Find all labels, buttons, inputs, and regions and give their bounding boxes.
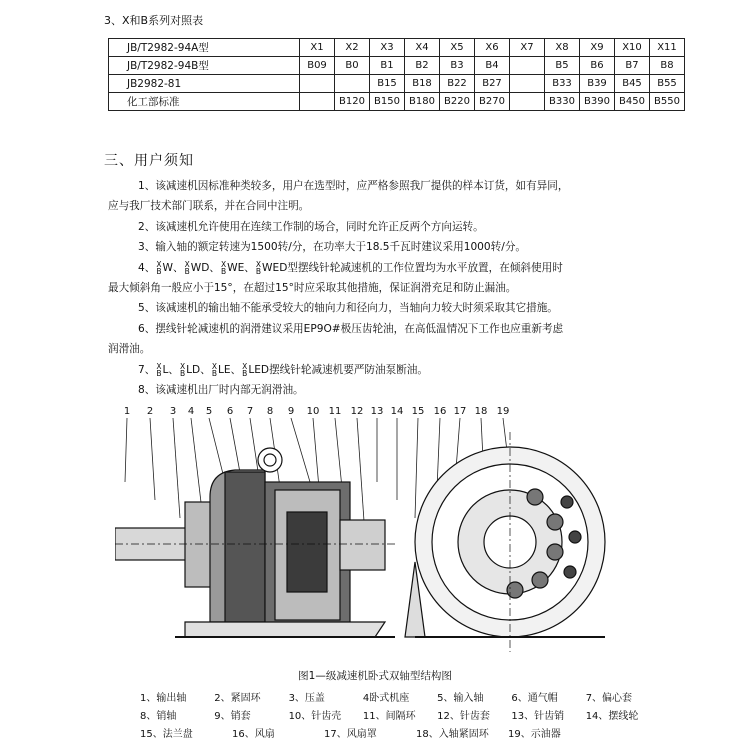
- model-code: W、: [162, 261, 184, 274]
- note-4-cont: 最大倾斜角一般应小于15°，在超过15°时应采取其他措施，保证润滑充足和防止漏油。: [108, 282, 517, 295]
- model-cell: B5: [545, 57, 580, 75]
- standard-cell: JB/T2982-94A型: [109, 39, 300, 57]
- legend-row: [140, 708, 660, 726]
- note-1-cont: 应与我厂技术部门联系，并在合同中注明。: [108, 200, 310, 213]
- model-cell: B330: [545, 93, 580, 111]
- standard-cell: 化工部标准: [109, 93, 300, 111]
- legend-row: [140, 690, 660, 708]
- callout-number: 16: [433, 406, 447, 417]
- model-cell: X7: [510, 39, 545, 57]
- model-cell: B55: [650, 75, 685, 93]
- xb-stack: X B: [184, 259, 190, 276]
- xb-stack: X B: [255, 259, 262, 276]
- table-row: [109, 93, 685, 111]
- model-cell: B8: [650, 57, 685, 75]
- model-cell: [510, 75, 545, 93]
- legend-item: 9、销套: [214, 711, 251, 722]
- model-cell: B1: [370, 57, 405, 75]
- legend-item: 2、紧固环: [214, 693, 261, 704]
- note-2: 2、该减速机允许使用在连续工作制的场合，同时允许正反两个方向运转。: [138, 220, 484, 233]
- end-view: [405, 432, 605, 652]
- callout-number: 11: [328, 406, 342, 417]
- model-cell: B7: [615, 57, 650, 75]
- note-6: 6、摆线针轮减速机的润滑建议采用EP9O#极压齿轮油，在高低温情况下工作也应重新考虑: [138, 322, 564, 335]
- legend-item: 18、入轴紧固环: [416, 729, 489, 740]
- model-cell: B6: [580, 57, 615, 75]
- model-cell: B150: [370, 93, 405, 111]
- legend-item: 10、针齿壳: [288, 711, 342, 722]
- callout-number: 1: [123, 406, 131, 417]
- model-code: WED: [262, 261, 288, 274]
- legend-item: 17、风扇罩: [324, 729, 377, 740]
- callout-number: 15: [411, 406, 425, 417]
- leader-line: [357, 418, 365, 536]
- callout-number: 9: [287, 406, 295, 417]
- note-7-models: [155, 361, 270, 378]
- model-cell: B2: [405, 57, 440, 75]
- model-cell: B3: [440, 57, 475, 75]
- parts-legend: [140, 690, 660, 744]
- model-cell: B120: [335, 93, 370, 111]
- model-cell: X4: [405, 39, 440, 57]
- legend-item: 1、输出轴: [140, 693, 187, 704]
- callout-number: 6: [226, 406, 234, 417]
- note-5: 5、该减速机的输出轴不能承受较大的轴向力和径向力，当轴向力较大时须采取其它措施。: [138, 302, 558, 315]
- model-code: LED: [248, 363, 270, 376]
- model-cell: B18: [405, 75, 440, 93]
- model-code: LD、: [186, 363, 211, 376]
- callout-number: 3: [169, 406, 177, 417]
- callout-number: 4: [187, 406, 195, 417]
- model-cell: X9: [580, 39, 615, 57]
- side-section-view: [115, 448, 395, 637]
- legend-item: 8、销轴: [140, 711, 177, 722]
- callout-number: 18: [474, 406, 488, 417]
- model-code: LE、: [217, 363, 242, 376]
- model-code: WE、: [227, 261, 255, 274]
- model-cell: B450: [615, 93, 650, 111]
- legend-item: 3、压盖: [288, 693, 325, 704]
- section3-title: 3、X和B系列对照表: [104, 14, 204, 27]
- legend-row: [140, 726, 660, 744]
- table-row: [109, 75, 685, 93]
- note-4-models: [155, 259, 288, 276]
- callout-number: 10: [306, 406, 320, 417]
- xb-stack: X B: [211, 361, 217, 378]
- legend-item: 12、针齿套: [437, 711, 490, 722]
- legend-item: 15、法兰盘: [140, 729, 193, 740]
- model-cell: B15: [370, 75, 405, 93]
- callout-number: 14: [390, 406, 404, 417]
- structure-drawing: [115, 402, 665, 672]
- legend-item: 4卧式机座: [362, 693, 410, 704]
- model-cell: B22: [440, 75, 475, 93]
- model-cell: X3: [370, 39, 405, 57]
- note-4: 4、 X B W、 X B WD、 X B WE、 X B WED型摆线针轮减速机的工作位置均为水平放置，在倾斜使用时: [138, 259, 563, 276]
- callout-number: 19: [496, 406, 510, 417]
- note-1: 1、该减速机因标准种类较多，用户在选型时，应严格参照我厂提供的样本订货，如有异同，: [138, 180, 569, 192]
- model-cell: X8: [545, 39, 580, 57]
- note-3: 3、输入轴的额定转速为1500转/分，在功率大于18.5千瓦时建议采用1000转/分。: [138, 241, 527, 254]
- model-cell: B4: [475, 57, 510, 75]
- xb-stack: X B: [220, 259, 227, 276]
- model-cell: B39: [580, 75, 615, 93]
- callout-number: 8: [266, 406, 274, 417]
- standard-cell: JB2982-81: [109, 75, 300, 93]
- legend-item: 13、针齿销: [511, 711, 565, 722]
- model-cell: X2: [335, 39, 370, 57]
- model-cell: X5: [440, 39, 475, 57]
- leader-line: [291, 418, 310, 482]
- model-cell: B180: [405, 93, 440, 111]
- model-cell: [300, 75, 335, 93]
- table-row: [109, 57, 685, 75]
- model-cell: B390: [580, 93, 615, 111]
- callout-number: 7: [246, 406, 254, 417]
- note-6-cont: 润滑油。: [108, 343, 151, 356]
- leader-line: [209, 418, 225, 482]
- note-7: 7、 X B L、 X B LD、 X B LE、 X B LED摆线针轮减速机要严防油泵断油。: [138, 361, 428, 378]
- user-notes: [108, 176, 668, 400]
- legend-item: 16、风扇: [232, 729, 275, 740]
- legend-item: 11、间隔环: [362, 711, 416, 722]
- section-title: 三、用户须知: [104, 153, 194, 169]
- xb-stack: X B: [156, 259, 162, 276]
- leader-line: [125, 418, 127, 482]
- model-cell: [510, 57, 545, 75]
- model-cell: B33: [545, 75, 580, 93]
- model-cell: [300, 93, 335, 111]
- leader-line: [173, 418, 180, 518]
- table-row: [109, 39, 685, 57]
- xb-stack: X B: [242, 361, 248, 378]
- model-code: WD、: [190, 261, 220, 274]
- model-cell: B45: [615, 75, 650, 93]
- callout-number: 12: [350, 406, 364, 417]
- xb-stack: X B: [156, 361, 162, 378]
- model-cell: X11: [650, 39, 685, 57]
- legend-item: 6、通气帽: [511, 693, 558, 704]
- model-cell: B09: [300, 57, 335, 75]
- model-code: L、: [162, 363, 179, 376]
- model-cell: B220: [440, 93, 475, 111]
- legend-item: 5、输入轴: [437, 693, 484, 704]
- leader-line: [150, 418, 155, 500]
- model-cell: X10: [615, 39, 650, 57]
- legend-item: 7、偏心套: [585, 693, 633, 704]
- model-cell: B0: [335, 57, 370, 75]
- note-8: 8、该减速机出厂时内部无润滑油。: [138, 384, 304, 397]
- model-cell: B550: [650, 93, 685, 111]
- model-cell: X1: [300, 39, 335, 57]
- xb-stack: X B: [180, 361, 186, 378]
- callout-number: 2: [146, 406, 154, 417]
- callout-number: 5: [205, 406, 213, 417]
- legend-item: 14、摆线轮: [585, 711, 639, 722]
- model-cell: B270: [475, 93, 510, 111]
- model-cell: B27: [475, 75, 510, 93]
- callout-number: 13: [370, 406, 384, 417]
- model-cell: [335, 75, 370, 93]
- legend-item: 19、示油器: [508, 729, 561, 740]
- standard-cell: JB/T2982-94B型: [109, 57, 300, 75]
- comparison-table: [108, 38, 685, 111]
- model-cell: X6: [475, 39, 510, 57]
- callout-number: 17: [453, 406, 467, 417]
- figure-caption: 图1—级减速机卧式双轴型结构图: [298, 670, 452, 682]
- leader-line: [415, 418, 418, 518]
- model-cell: [510, 93, 545, 111]
